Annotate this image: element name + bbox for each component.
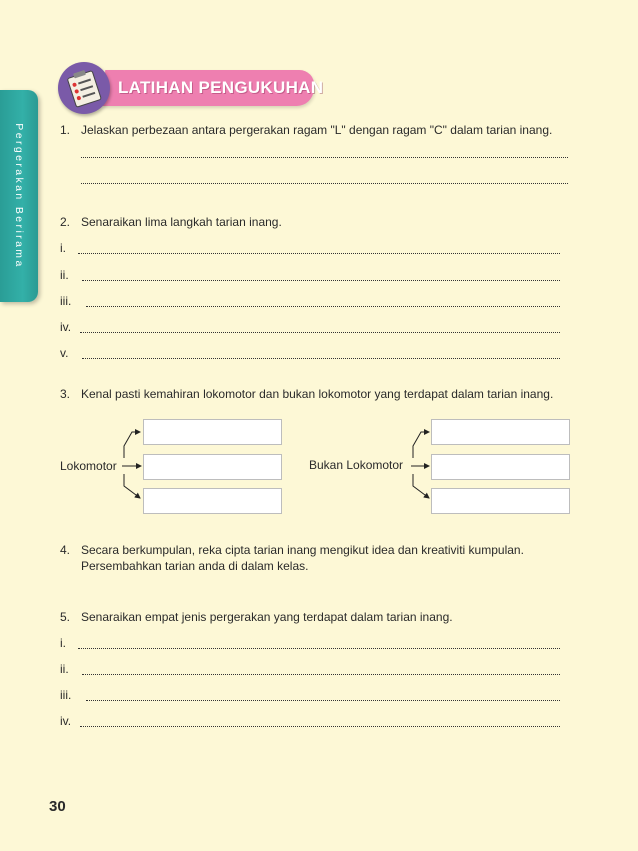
bukan-lokomotor-label: Bukan Lokomotor	[309, 458, 404, 472]
list-marker: iv.	[60, 714, 72, 728]
bukan-lokomotor-answer-box[interactable]	[431, 488, 570, 514]
bukan-lokomotor-answer-box[interactable]	[431, 454, 570, 480]
chapter-side-tab-label: Pergerakan Berirama	[13, 123, 25, 269]
question-text-line-1: Secara berkumpulan, reka cipta tarian inang mengikut idea dan kreativiti kumpulan.	[81, 543, 524, 557]
question-number: 4.	[60, 543, 71, 557]
answer-line[interactable]	[82, 674, 560, 675]
list-marker: i.	[60, 241, 66, 255]
question-number: 3.	[60, 387, 71, 401]
answer-line[interactable]	[78, 648, 560, 649]
question-number: 5.	[60, 610, 71, 624]
question-text: Senaraikan empat jenis pergerakan yang terdapat dalam tarian inang.	[81, 610, 453, 624]
list-marker: ii.	[60, 662, 69, 676]
list-marker: iv.	[60, 320, 72, 334]
list-marker: iii.	[60, 294, 72, 308]
question-number: 2.	[60, 215, 71, 229]
lokomotor-answer-box[interactable]	[143, 454, 282, 480]
lokomotor-answer-box[interactable]	[143, 419, 282, 445]
bukan-lokomotor-answer-box[interactable]	[431, 419, 570, 445]
list-marker: v.	[60, 346, 69, 360]
list-marker: ii.	[60, 268, 69, 282]
answer-line[interactable]	[86, 700, 560, 701]
question-text-line-2: Persembahkan tarian anda di dalam kelas.	[81, 559, 309, 573]
question-number: 1.	[60, 123, 71, 137]
question-text: Kenal pasti kemahiran lokomotor dan bukan lokomotor yang terdapat dalam tarian inang.	[81, 387, 554, 401]
answer-line[interactable]	[80, 726, 560, 727]
lokomotor-label: Lokomotor	[60, 459, 117, 473]
list-marker: iii.	[60, 688, 72, 702]
list-marker: i.	[60, 636, 66, 650]
section-title: LATIHAN PENGUKUHAN	[118, 78, 324, 97]
lokomotor-answer-box[interactable]	[143, 488, 282, 514]
question-text: Jelaskan perbezaan antara pergerakan ragam "L" dengan ragam "C" dalam tarian inang.	[81, 123, 553, 137]
page-number: 30	[49, 798, 66, 815]
question-text: Senaraikan lima langkah tarian inang.	[81, 215, 282, 229]
